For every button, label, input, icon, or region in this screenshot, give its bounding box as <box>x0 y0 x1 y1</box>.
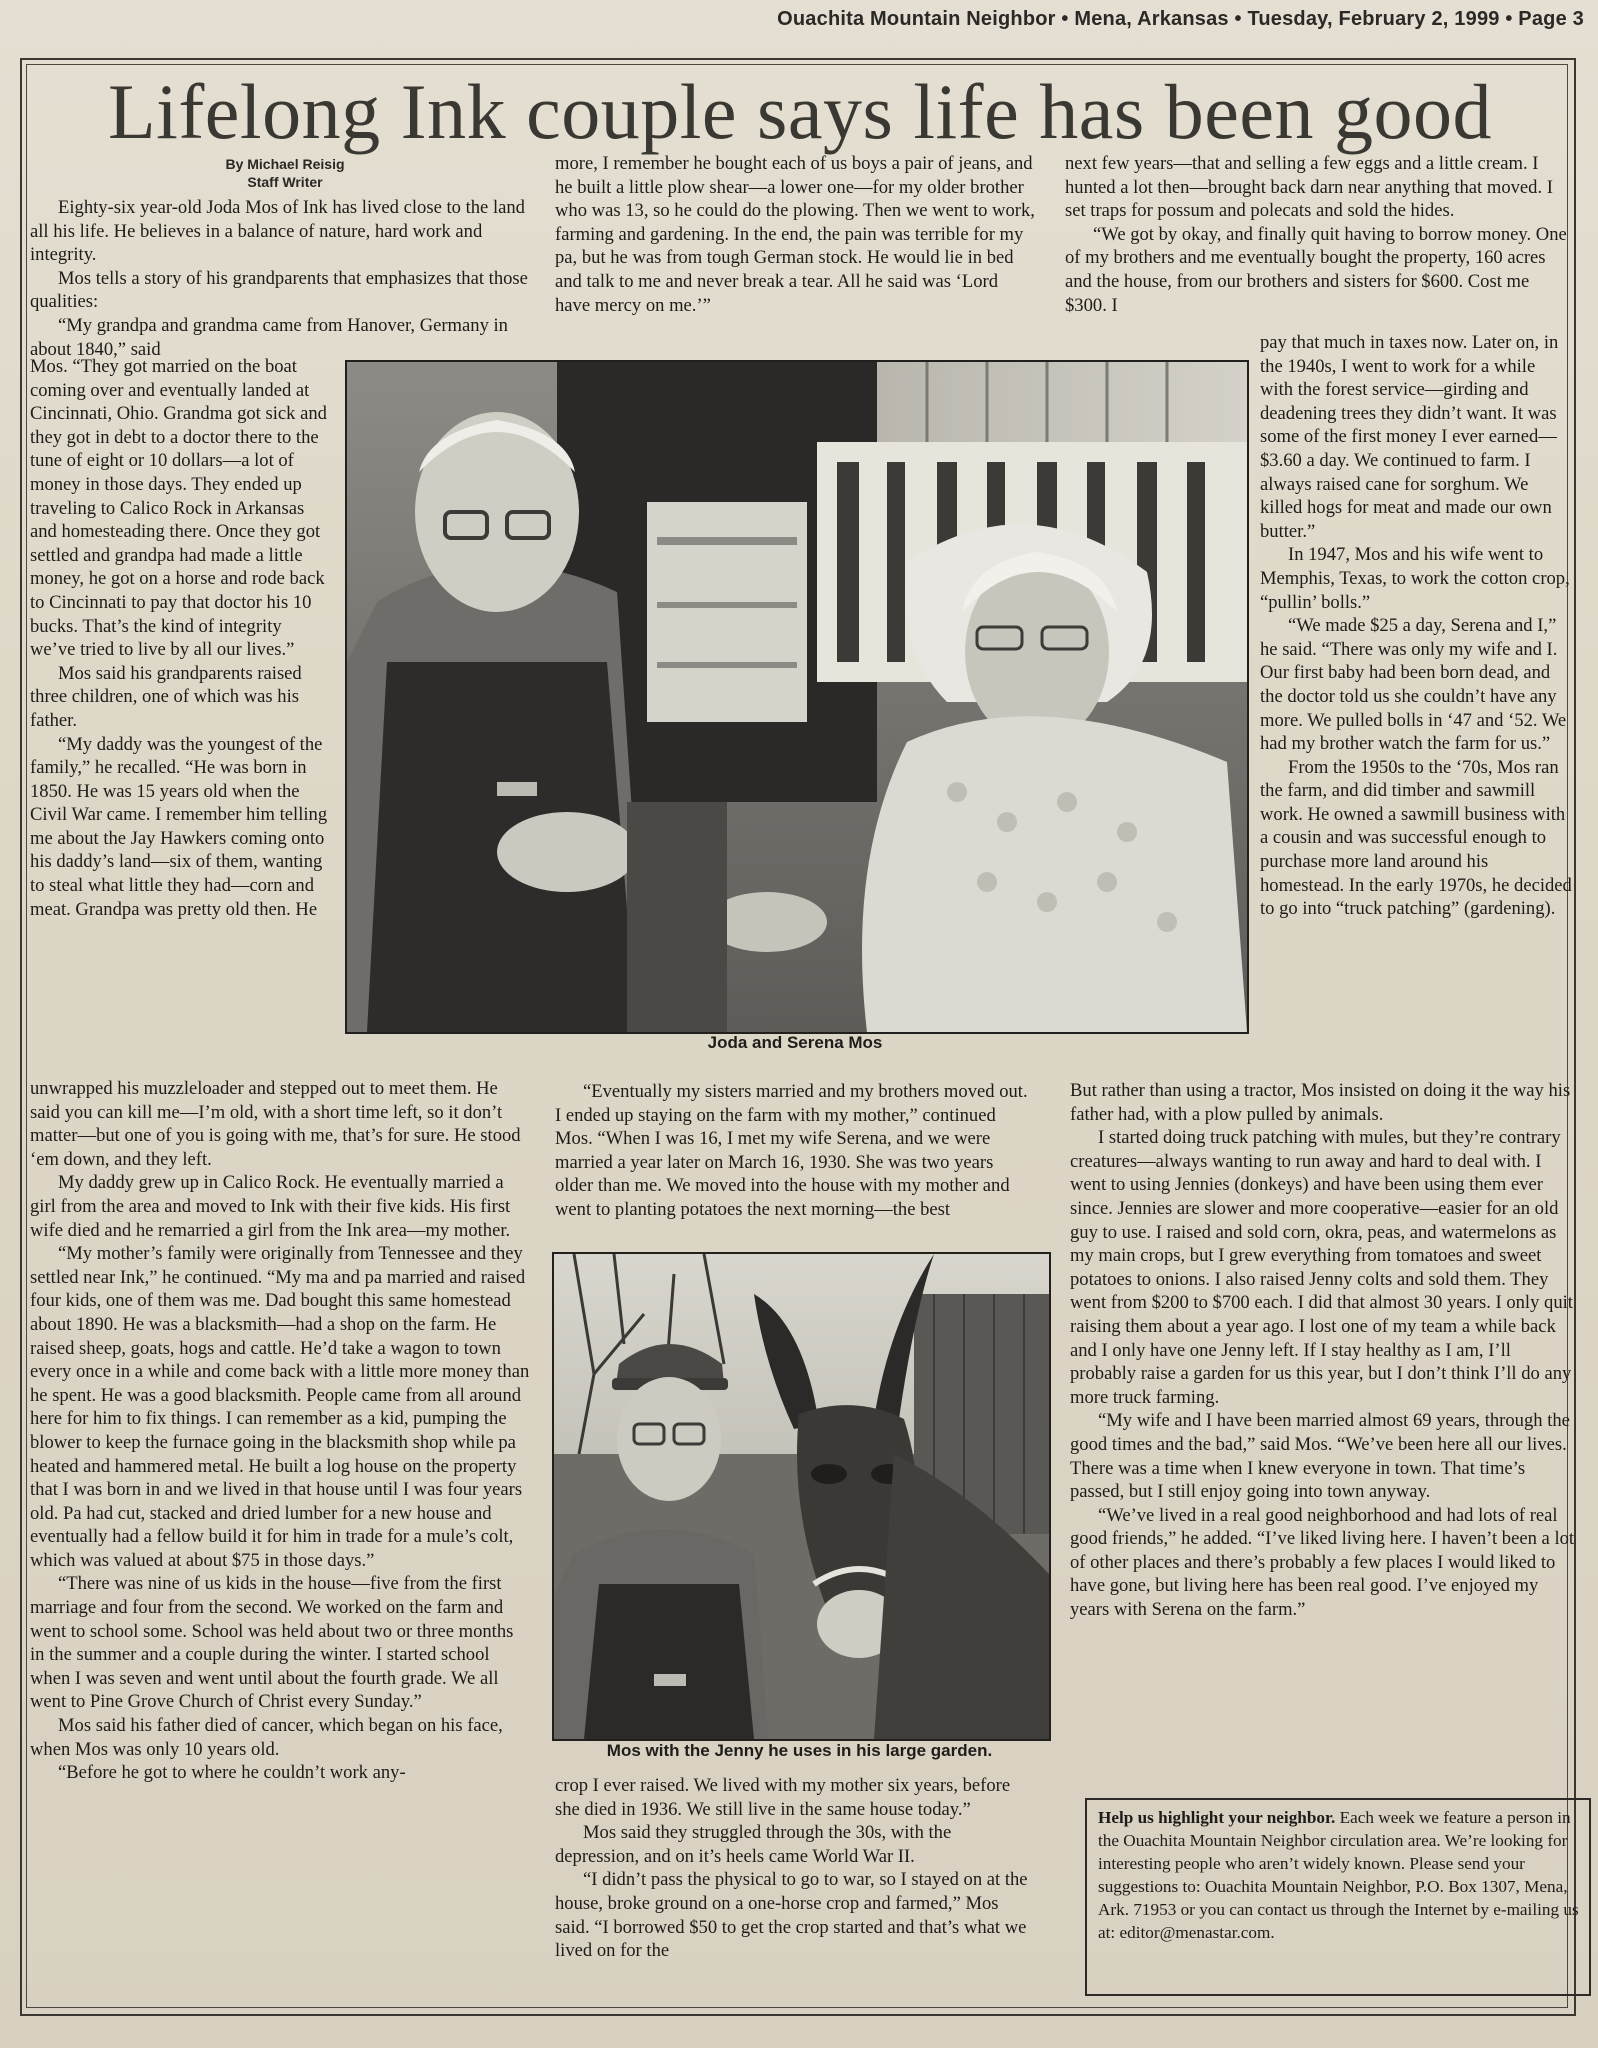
photo-joda-and-serena <box>345 360 1249 1034</box>
neighbor-info-text <box>1098 1806 1580 1944</box>
column-3-narrow <box>1260 331 1572 921</box>
column-1-narrow <box>30 355 330 921</box>
paragraph: “We’ve lived in a real good neighborhood and had lots of real good friends,” he added. “I’ve liked living here. I haven’t been a lot of other places and there’s probably a few places I would liked to have gone, but living here has been real good. I’ve enjoyed my years with Serena on the farm.” <box>1070 1504 1575 1621</box>
paragraph: Mos said his grandparents raised three children, one of which was his father. <box>30 662 302 731</box>
paragraph: “I didn’t pass the physical to go to war, so I stayed on at the house, broke ground on a one-horse crop and farmed,” Mos said. “I borrowed $50 to get the crop started and that’s what we lived on for the <box>555 1869 1028 1962</box>
couple-photo-image <box>347 362 1247 1032</box>
headline: Lifelong Ink couple says life has been good <box>108 68 1492 155</box>
paragraph: “My daddy was the youngest of the family,” he recalled. “He was born in 1850. He was 15 years old when the Civil War came. I remember him telling me about the Jay Hawkers coming onto his daddy’s land—six of them, wanting to steal what little they had—corn and meat. Grandpa was pretty old then. He <box>30 733 328 920</box>
paragraph: Mos. “They got married on the boat coming over and eventually landed at Cincinnati, Ohio. Grandma got sick and they got in debt to a doctor there to the tune of eight or 10 dollars—a lot of money in those days. They ended up traveling to Calico Rock in Arkansas and homesteading there. Once they got settled and grandpa had made a little money, he got on a horse and rode back to Cincinnati to pay that doctor his 10 bucks. That’s the kind of integrity we’ve tried to live by all our lives.” <box>30 356 327 661</box>
caption-photo-2: Mos with the Jenny he uses in his large garden. <box>606 1741 993 1760</box>
paragraph: I started doing truck patching with mules, but they’re contrary creatures—always wanting to run away and hard to deal with. I went to using Jennies (donkeys) and have been using them ever since. Jennies are slower and more cooperative—easier for an old guy to use. I raised and sold corn, okra, peas, and watermelons as my main crops, but I grew everything from tomatoes and sweet potatoes to onions. I also raised Jenny colts and sold them. They went from $200 to $700 each. I did that almost 30 years. I only quit raising them about a year ago. I lost one of my team a while back and I only have one Jenny left. If I stay healthy as I am, I’ll probably raise a garden for us this year, but I don’t think I’ll do any more truck farming. <box>1070 1127 1573 1408</box>
info-box-lead: Help us highlight your neighbor. <box>1098 1808 1336 1827</box>
paragraph: “We made $25 a day, Serena and I,” he said. “There was only my wife and I. Our first baby had been born dead, and the doctor told us she couldn’t have any more. We pulled bolls in ‘47 and ‘52. We had my brother watch the farm for us.” <box>1260 615 1567 755</box>
column-1-top <box>30 196 530 361</box>
byline-name: By Michael Reisig <box>225 156 345 172</box>
info-box-body: Each week we feature a person in the Ouachita Mountain Neighbor circulation area. We’re looking for interesting people who aren’t widely known. Please send your suggestions to: Ouachita Mountain Neighbor, P.O. Box 1307, Mena, Ark. 71953 or you can contact us through the Internet by e-mailing us at: editor@menastar.com. <box>1098 1808 1579 1942</box>
paragraph: My daddy grew up in Calico Rock. He eventually married a girl from the area and moved to Ink with their five kids. His first wife died and he remarried a girl from the Ink area—my mother. <box>30 1172 511 1241</box>
paragraph: In 1947, Mos and his wife went to Memphis, Texas, to work the cotton crop, “pullin’ bolls.” <box>1260 544 1570 613</box>
paragraph: Mos said his father died of cancer, which began on his face, when Mos was only 10 years old. <box>30 1715 503 1760</box>
caption-photo-1: Joda and Serena Mos <box>707 1033 883 1052</box>
paragraph: “We got by okay, and finally quit having to borrow money. One of my brothers and me eventually bought the property, 160 acres and the house, from our brothers and sisters for $600. Cost me $300. I <box>1065 223 1567 316</box>
photo-mos-with-jenny <box>552 1252 1051 1741</box>
column-2-bottom <box>555 1774 1035 1963</box>
paragraph: From the 1950s to the ‘70s, Mos ran the farm, and did timber and sawmill work. He owned a sawmill business with a cousin and was successful enough to purchase more land around his homestead. In the early 1970s, he decided to go into “truck patching” (gardening). <box>1260 756 1572 920</box>
byline-title: Staff Writer <box>247 174 323 190</box>
paragraph: more, I remember he bought each of us boys a pair of jeans, and he built a little plow shear—a lower one—for my older brother who was 13, so he could do the plowing. Then we went to work, farming and gardening. In the end, the pain was terrible for my pa, but he was from tough German stock. He would lie in bed and talk to me and never break a tear. All he said was ‘Lord have mercy on me.’” <box>555 153 1035 316</box>
column-3-bottom <box>1070 1079 1575 1622</box>
paragraph: “My grandpa and grandma came from Hanover, Germany in about 1840,” said <box>30 314 508 360</box>
paragraph: Mos said they struggled through the 30s, with the depression, and on it’s heels came World War II. <box>555 1822 952 1867</box>
column-2-middle <box>555 1080 1035 1222</box>
paragraph: “My mother’s family were originally from Tennessee and they settled near Ink,” he continued. “My ma and pa married and raised four kids, one of them was me. Dad bought this same homestead about 1890. He was a blacksmith—had a shop on the farm. He raised sheep, goats, hogs and cattle. He’d take a wagon to town every once in a while and come back with a little more money than he spent. He was a good blacksmith. People came from all around here for him to fix things. I can remember as a kid, pumping the blower to keep the furnace going in the blacksmith shop while pa heated and hammered metal. He built a log house on the property that I was born in and we lived in that house until I was four years old. Pa had cut, stacked and dried lumber for a new house and eventually had a fellow build it for him in trade for a mule’s colt, which was valued at about $75 in those days.” <box>30 1243 530 1571</box>
donkey-photo-image <box>554 1254 1049 1739</box>
byline <box>160 155 410 191</box>
paragraph: unwrapped his muzzleloader and stepped out to meet them. He said you can kill me—I’m old, with a short time left, so it don’t matter—but one of you is going with me, that’s for sure. He stood ‘em down, and they left. <box>30 1078 521 1170</box>
column-3-top <box>1065 152 1575 317</box>
paragraph: “There was nine of us kids in the house—five from the first marriage and four from the second. We worked on the farm and went to school some. School was held about two or three months in the summer and a couple during the winter. I started school when I was seven and went until about the fourth grade. We all went to Pine Grove Church of Christ every Sunday.” <box>30 1573 514 1713</box>
paragraph: Mos tells a story of his grandparents that emphasizes that those qualities: <box>30 267 528 313</box>
paragraph: next few years—that and selling a few eggs and a little cream. I hunted a lot then—brought back darn near anything that moved. I set traps for possum and polecats and sold the hides. <box>1065 153 1553 222</box>
column-2-top <box>555 152 1035 317</box>
paragraph: Eighty-six year-old Joda Mos of Ink has lived close to the land all his life. He believes in a balance of nature, hard work and integrity. <box>30 197 525 266</box>
masthead: Ouachita Mountain Neighbor • Mena, Arkansas • Tuesday, February 2, 1999 • Page 3 <box>777 8 1584 30</box>
paragraph: But rather than using a tractor, Mos insisted on doing it the way his father had, with a plow pulled by animals. <box>1070 1080 1571 1125</box>
paragraph: “Before he got to where he couldn’t work any- <box>58 1762 406 1784</box>
column-1-bottom <box>30 1077 530 1785</box>
paragraph: pay that much in taxes now. Later on, in the 1940s, I went to work for a while with the forest service—girding and deadening trees they didn’t want. It was some of the first money I ever earned—$3.60 a day. We continued to farm. I always raised cane for sorghum. We killed hogs for meat and made our own butter.” <box>1260 332 1559 542</box>
paragraph: “My wife and I have been married almost 69 years, through the good times and the bad,” said Mos. “We’ve been here all our lives. There was a time when I knew everyone in town. That time’s passed, but I still enjoy going into town anyway. <box>1070 1410 1570 1503</box>
paragraph: “Eventually my sisters married and my brothers moved out. I ended up staying on the farm with my mother,” continued Mos. “When I was 16, I met my wife Serena, and we were married a year later on March 16, 1930. She was two years older than me. We moved into the house with my mother and went to planting potatoes the next morning—the best <box>555 1081 1028 1220</box>
paragraph: crop I ever raised. We lived with my mother six years, before she died in 1936. We still live in the same house today.” <box>555 1775 1011 1820</box>
